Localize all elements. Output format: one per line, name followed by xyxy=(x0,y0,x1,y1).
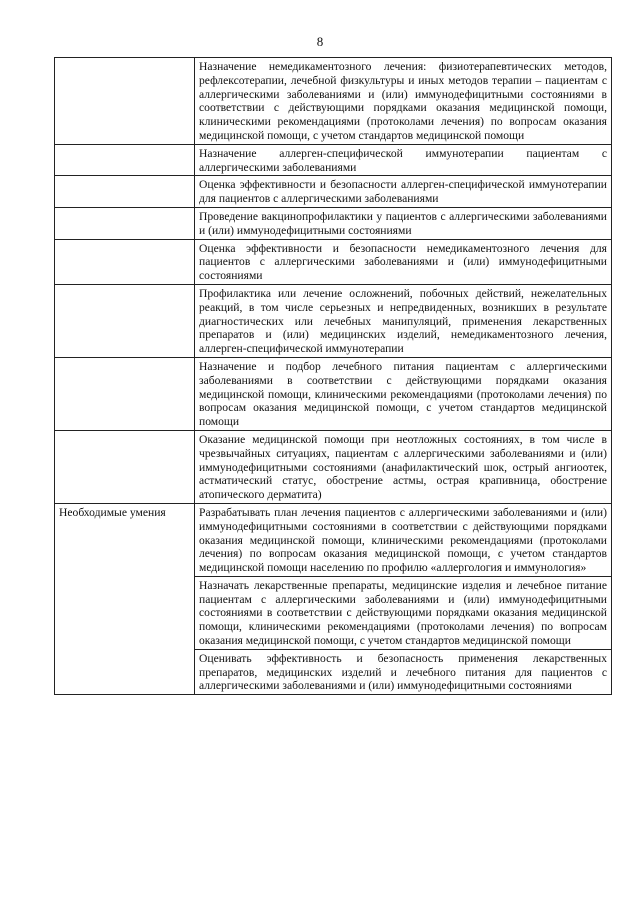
table-cell: Проведение вакцинопрофилактики у пациентов с аллергическими заболеваниями и (или) иммунодефицитными состояниями xyxy=(195,207,612,239)
row-label-empty xyxy=(55,58,195,145)
row-label-empty xyxy=(55,430,195,503)
table-row xyxy=(55,503,612,576)
table-row xyxy=(55,284,612,357)
table-row xyxy=(55,239,612,284)
row-label-empty xyxy=(55,176,195,208)
table-cell: Оценка эффективности и безопасности немедикаментозного лечения для пациентов с аллергическими заболеваниями и (или) иммунодефицитными состояниями xyxy=(195,239,612,284)
table-cell: Оценивать эффективность и безопасность применения лекарственных препаратов, медицинских изделий и лечебного питания для пациентов с аллергическими заболеваниями и (или) иммунодефицитными состояниями xyxy=(195,649,612,694)
table-row xyxy=(55,144,612,176)
row-label-empty xyxy=(55,207,195,239)
table-cell: Назначать лекарственные препараты, медицинские изделия и лечебное питание пациентам с аллергическими заболеваниями и (или) иммунодефицитными состояниями в соответствии с действующими порядками оказания медицинской помощи, клиническими рекомендациями (протоколами лечения) по вопросам оказания медицинской помощи, с учетом стандартов медицинской помощи xyxy=(195,576,612,649)
table-cell: Разрабатывать план лечения пациентов с аллергическими заболеваниями и (или) иммунодефицитными состояниями в соответствии с действующими порядками оказания медицинской помощи, клиническими рекомендациями (протоколами лечения) по вопросам оказания медицинской помощи, с учетом стандартов медицинской помощи населению по профилю «аллергология и иммунология» xyxy=(195,503,612,576)
table-row xyxy=(55,357,612,430)
table-cell: Оценка эффективности и безопасности аллерген-специфической иммунотерапии для пациентов с аллергическими заболеваниями xyxy=(195,176,612,208)
table-cell: Назначение и подбор лечебного питания пациентам с аллергическими заболеваниями в соответствии с действующими порядками оказания медицинской помощи, клиническими рекомендациями (протоколами лечения) по вопросам оказания медицинской помощи, с учетом стандартов медицинской помощи xyxy=(195,357,612,430)
table-row xyxy=(55,58,612,145)
table-cell: Профилактика или лечение осложнений, побочных действий, нежелательных реакций, в том числе серьезных и непредвиденных, возникших в результате диагностических или лечебных манипуляций, применения лекарственных препаратов и (или) медицинских изделий, немедикаментозного лечения, аллерген-специфической иммунотерапии xyxy=(195,284,612,357)
page-number: 8 xyxy=(316,34,324,49)
table-cell: Назначение немедикаментозного лечения: физиотерапевтических методов, рефлексотерапии, лечебной физкультуры и иных методов терапии – пациентам с аллергическими заболеваниями и (или) иммунодефицитными состояниями в соответствии с действующими порядками оказания медицинской помощи, клиническими рекомендациями (протоколами лечения) по вопросам оказания медицинской помощи, с учетом стандартов медицинской помощи xyxy=(195,58,612,145)
table-cell: Оказание медицинской помощи при неотложных состояниях, в том числе в чрезвычайных ситуациях, пациентам с аллергическими заболеваниями и (или) иммунодефицитными состояниями (анафилактический шок, острый ангиоотек, астматический статус, обострение астмы, острая крапивница, обострение атопического дерматита) xyxy=(195,430,612,503)
row-label-empty xyxy=(55,239,195,284)
table-row xyxy=(55,176,612,208)
table-row xyxy=(55,430,612,503)
table-row xyxy=(55,207,612,239)
row-label-required-skills: Необходимые умения xyxy=(55,503,195,694)
competency-table xyxy=(54,57,612,695)
row-label-empty xyxy=(55,284,195,357)
table-cell: Назначение аллерген-специфической иммунотерапии пациентам с аллергическими заболеваниями xyxy=(195,144,612,176)
row-label-empty xyxy=(55,357,195,430)
row-label-empty xyxy=(55,144,195,176)
